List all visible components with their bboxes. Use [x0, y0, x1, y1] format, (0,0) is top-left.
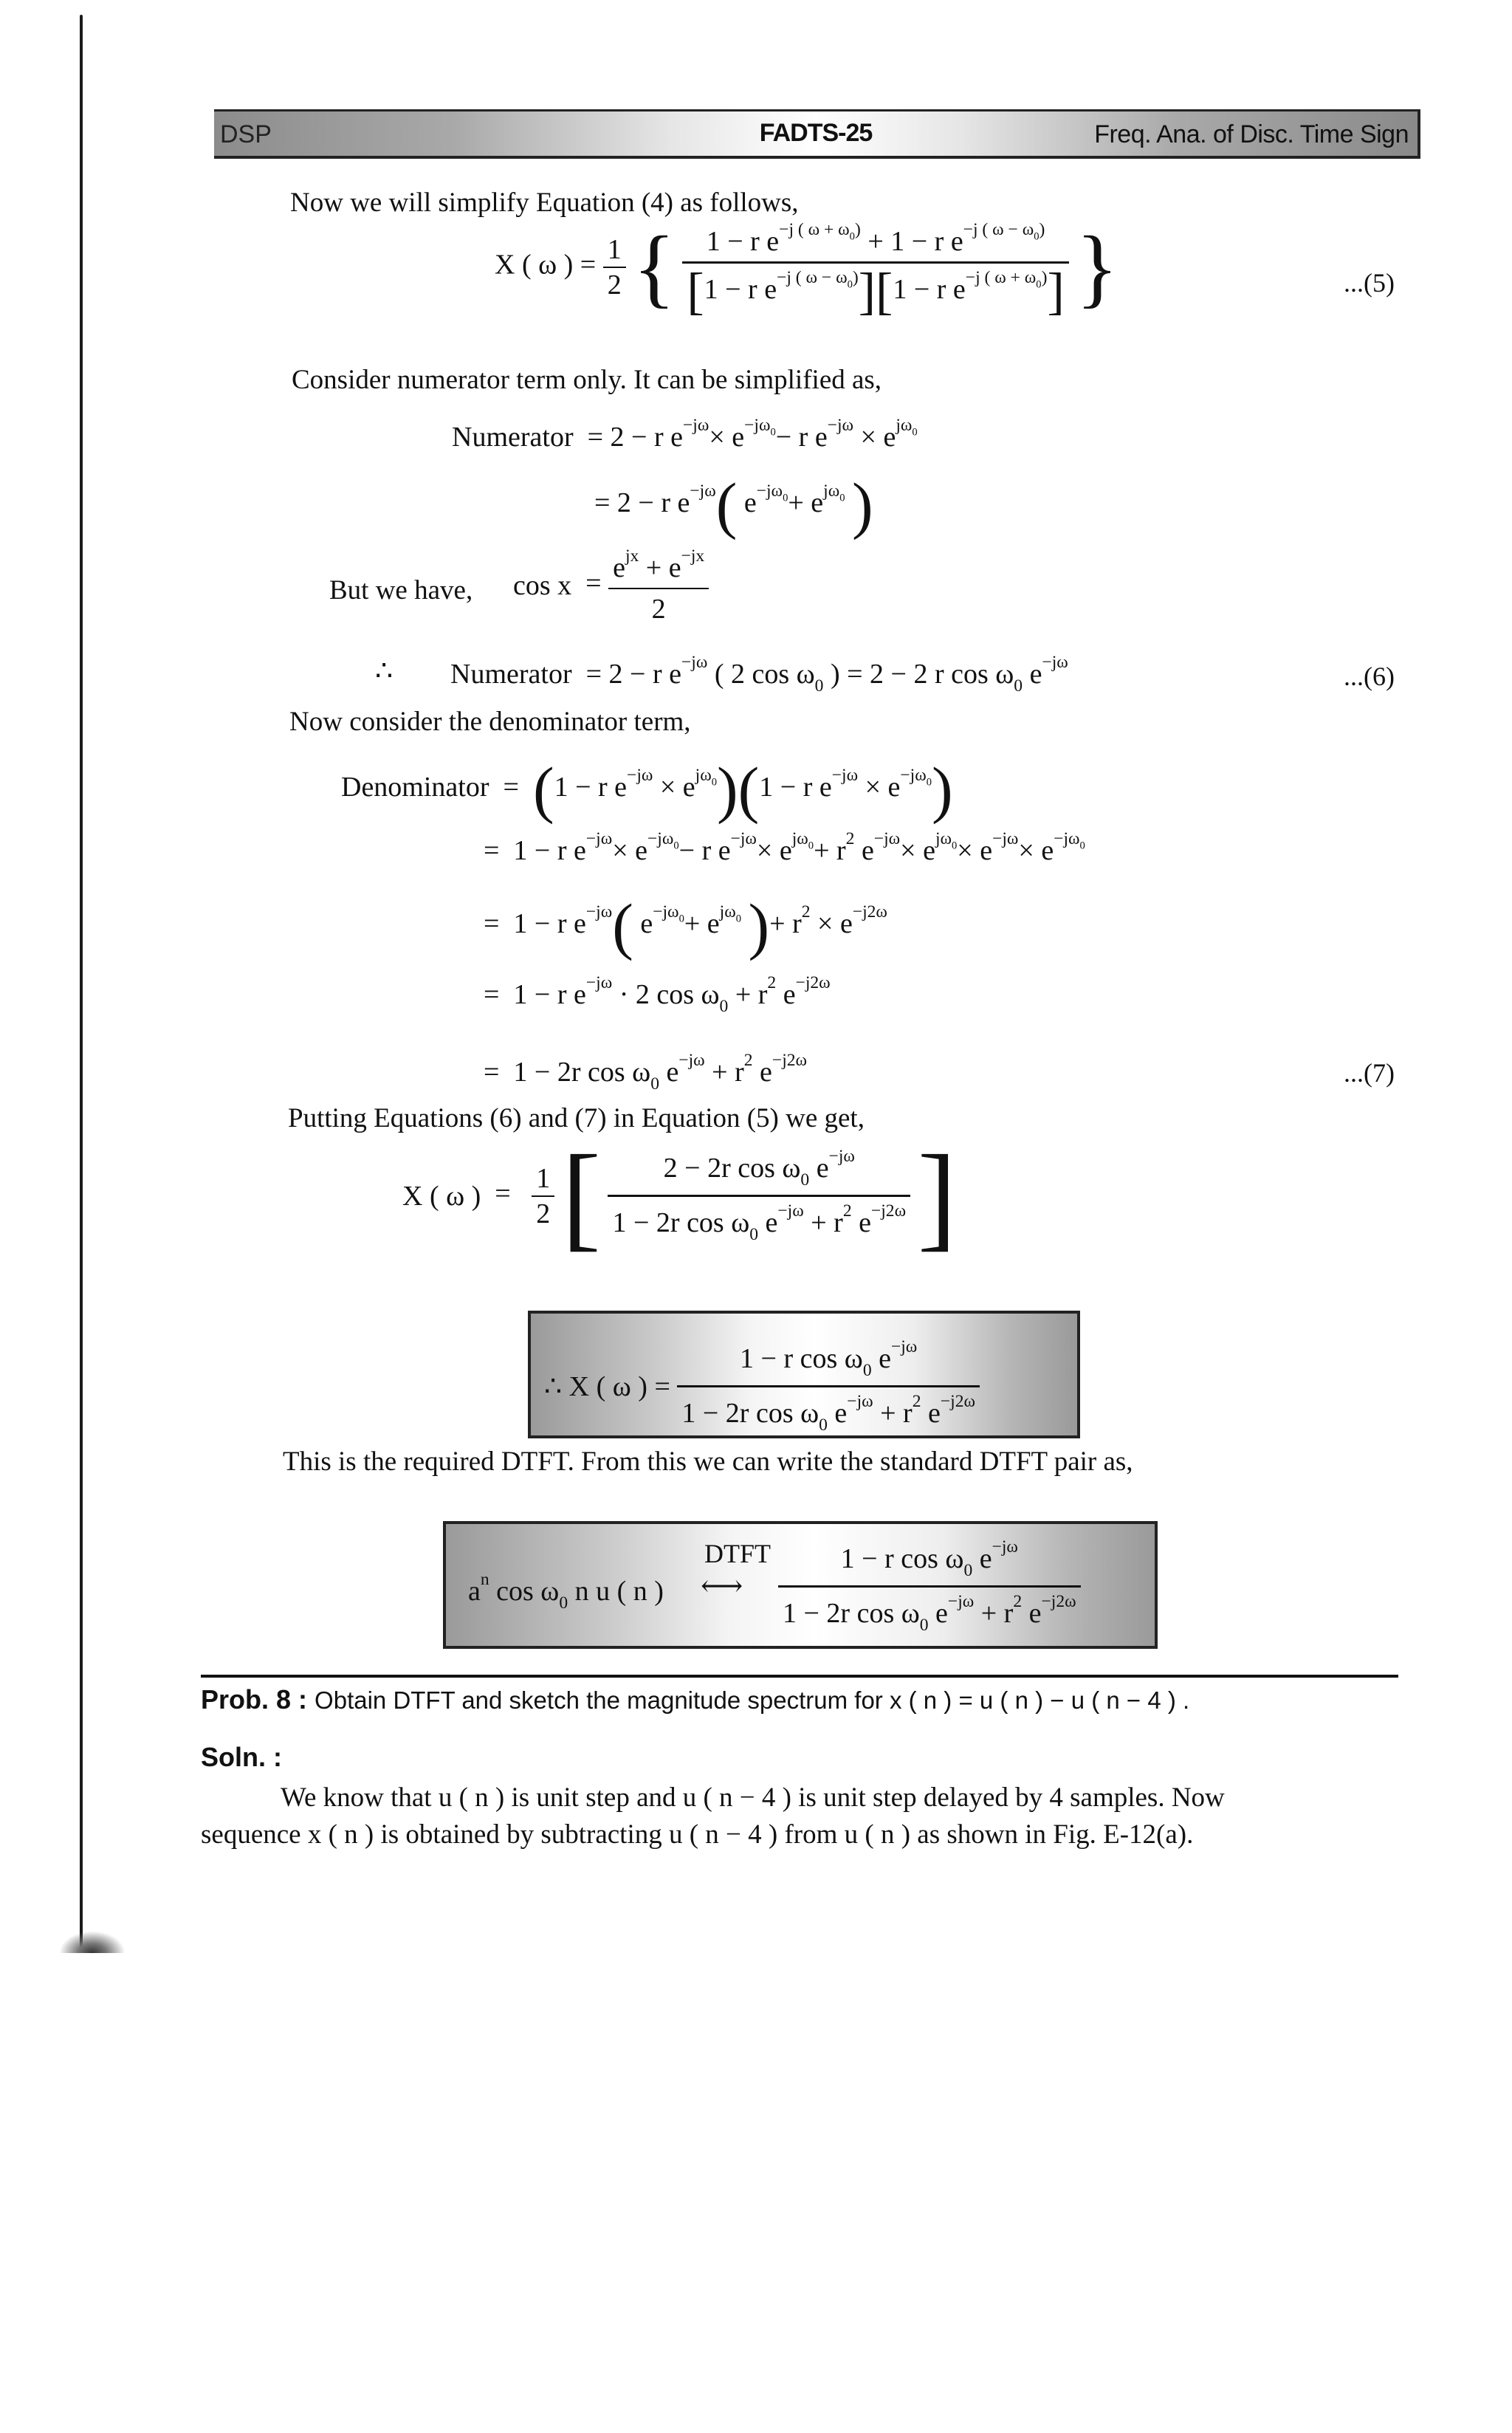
denominator-line-4: = 1 − r $e^{-j\omega} \cdot 2$ $\cos \omega_0 + r^2$ $e^{-j2\omega}$: [484, 973, 831, 1016]
denominator-line-3: = 1 − r $e^{-j\omega}$( $e^{-j\omega_0}+ e^{j\omega_0}$ )+ $r^2 \times e^{-j2\omega}$: [484, 891, 887, 961]
pair-lhs: $a^n$ $\cos \omega_0$ n u ( n ): [468, 1570, 664, 1613]
solution-paragraph-line-2: sequence x ( n ) is obtained by subtracting u ( n − 4 ) from u ( n ) as shown in Fig. E-12(a).: [201, 1819, 1194, 1850]
but-we-have-label: But we have,: [329, 575, 473, 605]
denominator-intro: Now consider the denominator term,: [289, 707, 691, 737]
equation-5: X ( ω ) = $\frac{1}{2}$ { $\frac{1 - r e^{-j ( \omega + \omega_0)} + 1 - r e^{-j ( \omega - \omega_0)}}{[1 - r e^{-j ( \omega - \omega_0)}][1 - r e^{-j ( \omega + \omega_0)}]}$ }: [495, 217, 1118, 320]
cos-identity: cos x = $\frac{e^{jx} + e^{-jx}}{2}$: [513, 548, 709, 623]
therefore-symbol: ∴: [375, 656, 394, 687]
page-binding-edge: [80, 15, 83, 1949]
problem-label: Prob. 8 :: [201, 1684, 308, 1715]
header-chapter-title: Freq. Ana. of Disc. Time Sign: [1094, 120, 1409, 148]
section-divider: [201, 1675, 1398, 1678]
header-left: DSP: [220, 120, 272, 148]
header-page-number: FADTS-25: [759, 119, 873, 147]
solution-paragraph-line-1: We know that u ( n ) is unit step and u ( n − 4 ) is unit step delayed by 4 samples. Now: [281, 1782, 1225, 1813]
numerator-line-2: = 2 − r $e^{-j\omega}$( $e^{-j\omega_0}+ e^{j\omega_0}$ ): [594, 470, 873, 541]
xw-substituted: X ( ω ) = $\frac{1}{2}$ [ $\frac{2 - 2r \cos \omega_0 e^{-j\omega}}{1 - 2r \cos \omega_0 e^{-j\omega} + r^2 e^{-j2\omega}}$ ]: [402, 1130, 957, 1262]
eq6-label: ...(6): [1344, 662, 1395, 691]
solution-label: Soln. :: [201, 1742, 282, 1772]
pair-arrow-icon: ⟷: [701, 1569, 743, 1602]
numerator-line-3: Numerator = 2 − r $e^{-j\omega}$ ( 2 $\cos \omega_0$ ) = 2 − 2 r $\cos \omega_0$ $e^{-j\omega}$: [450, 653, 1068, 696]
result-box: [528, 1311, 1080, 1438]
eq5-fraction: $\frac{1 - r e^{-j ( \omega + \omega_0)} + 1 - r e^{-j ( \omega - \omega_0)}}{[1 - r e^{-j ( \omega - \omega_0)}][1 - r e^{-j ( \omega + \omega_0)}]}$: [682, 222, 1068, 313]
eq5-coef: $\frac{1}{2}$: [603, 236, 626, 299]
eq7-label: ...(7): [1344, 1058, 1395, 1088]
pair-rhs: $\frac{1 - r \cos \omega_0 e^{-j\omega}}{1 - 2r \cos \omega_0 e^{-j\omega} + r^2 e^{-j2\omega}}$: [778, 1539, 1081, 1635]
denominator-line-2: = 1 − r $e^{-j\omega}\times e^{-j\omega_0}- r$ $e^{-j\omega}\times e^{j\omega_0}+ r^2$ $e^{-j\omega}\times e^{j\omega_0}\times e^{-j\omega}\times e^{-j\omega_0}$: [484, 829, 1085, 867]
problem-text: Obtain DTFT and sketch the magnitude spectrum for x ( n ) = u ( n ) − u ( n − 4 ) .: [315, 1686, 1190, 1714]
eq5-lhs: X ( ω ): [495, 249, 574, 281]
denominator-line-5: = 1 − 2r $\cos \omega_0$ $e^{-j\omega} + r^2$ $e^{-j2\omega}$: [484, 1051, 808, 1094]
running-header: [214, 109, 1420, 159]
binding-smudge: [59, 1931, 126, 1953]
numerator-line-1: Numerator = 2 − r $e^{-j\omega}\times e^{-j\omega_0}- r$ $e^{-j\omega} \times e^{j\omega_0}$: [452, 416, 918, 453]
result-equation: ∴ X ( ω ) = $\frac{1 - r \cos \omega_0 e^{-j\omega}}{1 - 2r \cos \omega_0 e^{-j\omega} + r^2 e^{-j2\omega}}$: [544, 1339, 980, 1435]
denominator-line-1: Denominator = (1 − r $e^{-j\omega} \times e^{j\omega_0})(1 - r$ $e^{-j\omega} \times e^{-j\omega_0}$): [341, 754, 953, 825]
pair-arrow-label: DTFT: [704, 1539, 771, 1568]
intro-text: Now we will simplify Equation (4) as follows,: [290, 188, 799, 218]
numerator-intro: Consider numerator term only. It can be simplified as,: [292, 365, 882, 395]
problem-8: [201, 1685, 1189, 1715]
putting-text: Putting Equations (6) and (7) in Equation (5) we get,: [288, 1103, 865, 1133]
required-dtft-text: This is the required DTFT. From this we can write the standard DTFT pair as,: [283, 1447, 1133, 1477]
eq5-label: ...(5): [1344, 268, 1395, 298]
dtft-pair-box: [443, 1521, 1158, 1649]
